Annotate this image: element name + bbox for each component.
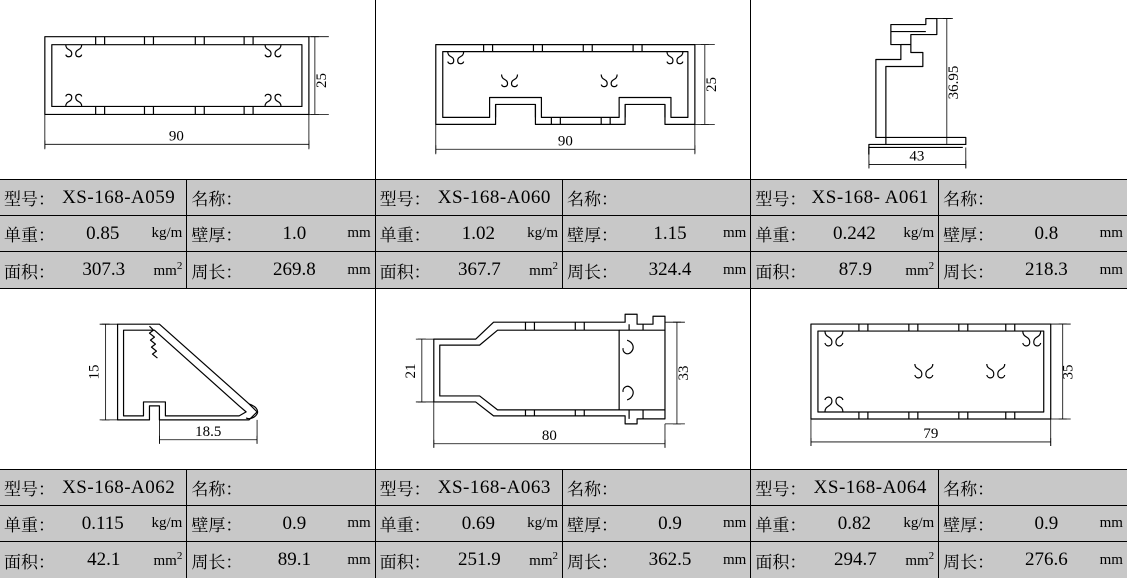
- spec-row-area-6: [751, 542, 1127, 578]
- label-unit-weight: 单重：: [379, 516, 431, 535]
- dim-height-2: 25: [703, 77, 720, 92]
- value-unit-weight-1: 0.85: [86, 222, 120, 244]
- spec-row-area-3: [751, 252, 1127, 288]
- spec-row-weight-1: [0, 216, 375, 252]
- spec-table-5: [376, 469, 751, 578]
- spec-name-1: [187, 180, 374, 215]
- spec-name-5: [563, 470, 750, 505]
- dim-width-6: 79: [923, 425, 939, 442]
- value-perimeter-5: 362.5: [648, 549, 692, 570]
- value-unit-weight-2: 1.02: [461, 222, 496, 244]
- spec-row-weight-3: [751, 216, 1127, 252]
- unit-mm-p6: mm: [1099, 551, 1123, 568]
- value-model-1: XS-168-A059: [62, 186, 176, 208]
- label-model: 型号：: [4, 480, 55, 499]
- spec-model-3: [751, 180, 939, 215]
- label-model: 型号：: [379, 190, 431, 209]
- dim-height-3: 36.95: [946, 65, 963, 100]
- value-wall-thickness-5: 0.9: [658, 512, 682, 534]
- profile-cell-1: [0, 0, 376, 289]
- label-area: 面积：: [4, 552, 55, 572]
- unit-kgm-6: kg/m: [903, 515, 935, 531]
- dim-width-5: 80: [541, 427, 557, 444]
- spec-row-model-2: [376, 180, 751, 216]
- dim-width-4: 18.5: [195, 423, 222, 440]
- label-wall-thickness: 壁厚：: [567, 226, 618, 245]
- spec-weight-2: [376, 216, 563, 251]
- unit-kgm-4: kg/m: [151, 515, 183, 531]
- value-wall-thickness-3: 0.8: [1034, 222, 1059, 244]
- label-name: 名称：: [191, 190, 243, 209]
- label-wall-thickness: 壁厚：: [567, 516, 618, 535]
- unit-mm2-1: $mm^2$: [153, 260, 183, 279]
- unit-mm-3: mm: [1099, 225, 1123, 241]
- unit-mm-p1: mm: [347, 261, 371, 278]
- spec-row-area-4: [0, 542, 375, 578]
- value-perimeter-4: 89.1: [277, 549, 311, 570]
- value-unit-weight-3: 0.242: [832, 222, 876, 244]
- spec-perimeter-4: [187, 542, 374, 578]
- spec-table-4: [0, 469, 375, 578]
- value-model-2: XS-168-A060: [437, 186, 551, 208]
- value-area-1: 307.3: [82, 259, 126, 280]
- value-area-4: 42.1: [87, 549, 121, 570]
- value-wall-thickness-1: 1.0: [282, 222, 307, 244]
- spec-weight-3: [751, 216, 939, 251]
- spec-row-model-4: [0, 470, 375, 506]
- label-unit-weight: 单重：: [4, 516, 55, 535]
- value-unit-weight-6: 0.82: [837, 512, 871, 534]
- label-perimeter: 周长：: [943, 552, 995, 572]
- profile-drawing-1: [0, 0, 375, 179]
- spec-row-area-5: [376, 542, 751, 578]
- value-perimeter-6: 276.6: [1025, 549, 1068, 570]
- spec-perimeter-1: [187, 252, 374, 288]
- dim-width-3: 43: [909, 148, 925, 165]
- spec-row-model-3: [751, 180, 1127, 216]
- label-perimeter: 周长：: [943, 262, 995, 282]
- unit-mm2-5: $mm^2$: [529, 550, 558, 569]
- profile-drawing-3: [751, 0, 1127, 179]
- spec-table-2: [376, 179, 751, 288]
- label-unit-weight: 单重：: [755, 516, 807, 535]
- spec-name-4: [187, 470, 374, 505]
- label-model: 型号：: [379, 480, 431, 499]
- unit-kgm-1: kg/m: [151, 225, 183, 241]
- label-area: 面积：: [755, 552, 807, 572]
- value-area-6: 294.7: [833, 549, 877, 570]
- profile-cell-2: [376, 0, 752, 289]
- value-wall-thickness-2: 1.15: [653, 222, 687, 244]
- spec-model-4: [0, 470, 187, 505]
- spec-table-3: [751, 179, 1127, 288]
- dim-width-2: 90: [557, 133, 573, 150]
- profile-drawing-4: [0, 289, 375, 469]
- label-perimeter: 周长：: [567, 552, 618, 572]
- spec-perimeter-2: [563, 252, 750, 288]
- spec-area-3: [751, 252, 939, 288]
- spec-area-1: [0, 252, 187, 288]
- dim-width-1: 90: [168, 128, 184, 145]
- label-wall-thickness: 壁厚：: [191, 226, 243, 245]
- spec-thickness-2: [563, 216, 750, 251]
- unit-mm-6: mm: [1099, 515, 1123, 531]
- unit-mm-p5: mm: [723, 551, 747, 568]
- dim-height-4: 15: [86, 364, 103, 380]
- value-unit-weight-4: 0.115: [81, 512, 124, 534]
- unit-kgm-3: kg/m: [903, 225, 935, 241]
- label-wall-thickness: 壁厚：: [191, 516, 243, 535]
- label-model: 型号：: [755, 480, 807, 499]
- spec-thickness-1: [187, 216, 374, 251]
- spec-table-6: [751, 469, 1127, 578]
- spec-perimeter-3: [939, 252, 1127, 288]
- unit-mm2-2: $mm^2$: [529, 260, 558, 279]
- profile-drawing-5: [376, 289, 751, 469]
- spec-row-weight-2: [376, 216, 751, 252]
- label-perimeter: 周长：: [191, 262, 243, 282]
- label-area: 面积：: [379, 552, 431, 572]
- unit-kgm-5: kg/m: [527, 515, 558, 531]
- spec-model-2: [376, 180, 563, 215]
- value-model-6: XS-168-A064: [813, 476, 927, 498]
- spec-name-6: [939, 470, 1127, 505]
- spec-area-2: [376, 252, 563, 288]
- unit-mm-p2: mm: [723, 261, 747, 278]
- label-unit-weight: 单重：: [4, 226, 55, 245]
- spec-thickness-6: [939, 506, 1127, 541]
- spec-model-1: [0, 180, 187, 215]
- value-perimeter-2: 324.4: [648, 259, 692, 280]
- spec-perimeter-6: [939, 542, 1127, 578]
- unit-mm-4: mm: [347, 515, 371, 531]
- label-unit-weight: 单重：: [379, 226, 431, 245]
- spec-thickness-3: [939, 216, 1127, 251]
- spec-thickness-4: [187, 506, 374, 541]
- label-area: 面积：: [4, 262, 55, 282]
- spec-row-weight-5: [376, 506, 751, 542]
- profile-cell-4: [0, 289, 376, 578]
- label-wall-thickness: 壁厚：: [943, 516, 995, 535]
- label-name: 名称：: [567, 480, 618, 499]
- unit-mm-1: mm: [347, 225, 371, 241]
- value-perimeter-3: 218.3: [1025, 259, 1068, 280]
- profile-drawing-6: [751, 289, 1127, 469]
- value-model-3: XS-168- A061: [811, 186, 929, 208]
- value-area-5: 251.9: [458, 549, 501, 570]
- value-wall-thickness-6: 0.9: [1034, 512, 1059, 534]
- spec-area-6: [751, 542, 939, 578]
- spec-weight-5: [376, 506, 563, 541]
- spec-perimeter-5: [563, 542, 750, 578]
- unit-mm-5: mm: [723, 515, 747, 531]
- spec-row-area-2: [376, 252, 751, 288]
- spec-row-area-1: [0, 252, 375, 288]
- dim-height-6: 35: [1061, 364, 1078, 380]
- value-model-4: XS-168-A062: [62, 476, 176, 498]
- spec-name-2: [563, 180, 750, 215]
- spec-thickness-5: [563, 506, 750, 541]
- unit-mm-2: mm: [723, 225, 747, 241]
- value-unit-weight-5: 0.69: [461, 512, 496, 534]
- label-wall-thickness: 壁厚：: [943, 226, 995, 245]
- value-perimeter-1: 269.8: [272, 259, 316, 280]
- label-name: 名称：: [567, 190, 618, 209]
- spec-row-weight-4: [0, 506, 375, 542]
- spec-area-4: [0, 542, 187, 578]
- label-model: 型号：: [755, 190, 807, 209]
- spec-row-model-6: [751, 470, 1127, 506]
- label-name: 名称：: [943, 190, 995, 209]
- spec-weight-6: [751, 506, 939, 541]
- value-area-2: 367.7: [458, 259, 501, 280]
- profile-cell-3: [751, 0, 1127, 289]
- dim-height-5: 33: [675, 365, 692, 381]
- label-area: 面积：: [755, 262, 807, 282]
- spec-weight-1: [0, 216, 187, 251]
- label-unit-weight: 单重：: [755, 226, 807, 245]
- spec-row-model-5: [376, 470, 751, 506]
- unit-mm2-6: $mm^2$: [905, 550, 935, 569]
- unit-mm2-3: $mm^2$: [905, 260, 935, 279]
- profile-drawing-2: [376, 0, 751, 179]
- label-perimeter: 周长：: [191, 552, 243, 572]
- dim-height2-5: 21: [402, 363, 419, 379]
- label-area: 面积：: [379, 262, 431, 282]
- dim-height-1: 25: [313, 73, 330, 89]
- label-perimeter: 周长：: [567, 262, 618, 282]
- spec-table-1: [0, 179, 375, 288]
- spec-row-weight-6: [751, 506, 1127, 542]
- spec-row-model-1: [0, 180, 375, 216]
- label-name: 名称：: [191, 480, 243, 499]
- spec-name-3: [939, 180, 1127, 215]
- spec-weight-4: [0, 506, 187, 541]
- profile-cell-6: [751, 289, 1127, 578]
- spec-area-5: [376, 542, 563, 578]
- spec-model-6: [751, 470, 939, 505]
- label-model: 型号：: [4, 190, 55, 209]
- unit-mm-p3: mm: [1099, 261, 1123, 278]
- value-area-3: 87.9: [838, 259, 872, 280]
- value-model-5: XS-168-A063: [437, 476, 551, 498]
- label-name: 名称：: [943, 480, 995, 499]
- unit-kgm-2: kg/m: [527, 225, 558, 241]
- value-wall-thickness-4: 0.9: [282, 512, 307, 534]
- profile-cell-5: [376, 289, 752, 578]
- unit-mm-p4: mm: [347, 551, 371, 568]
- spec-model-5: [376, 470, 563, 505]
- unit-mm2-4: $mm^2$: [153, 550, 183, 569]
